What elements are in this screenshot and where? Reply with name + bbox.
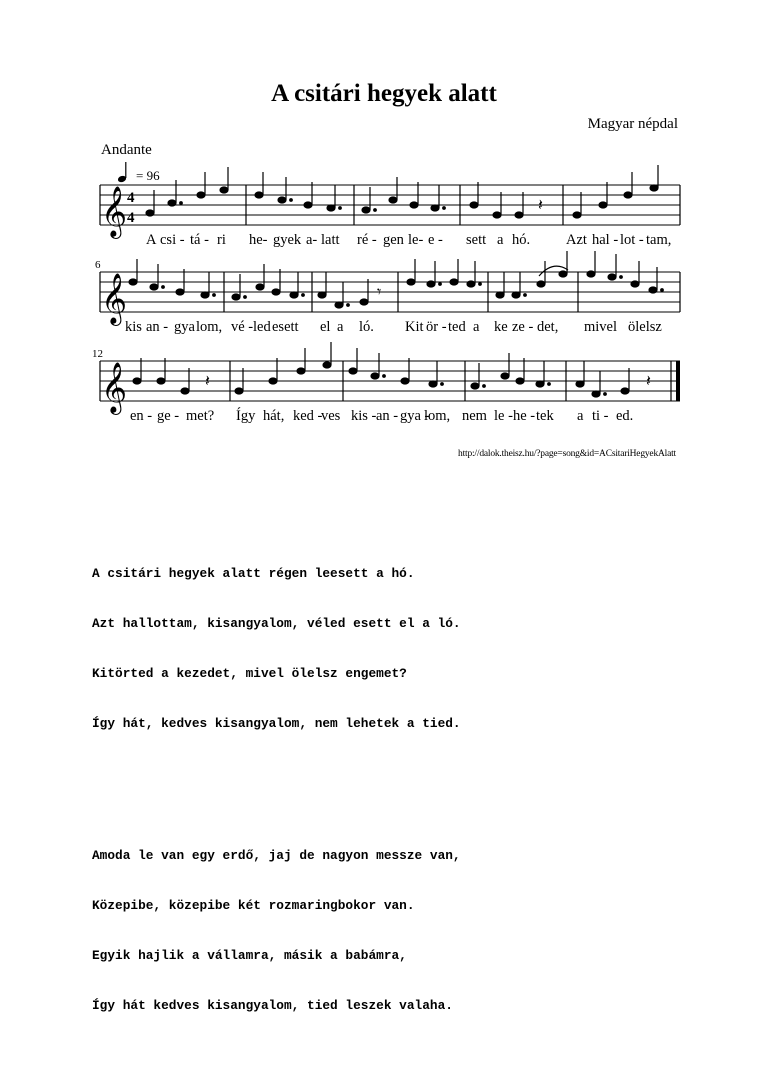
lyric-syllable: lom, — [196, 319, 223, 335]
lyric-syllable: latt — [321, 232, 340, 248]
source-url: http://dalok.theisz.hu/?page=song&id=ACsitariHegyekAlatt — [458, 449, 676, 459]
poem-stanza-1 — [92, 533, 461, 765]
tempo-marking: Andante — [101, 142, 152, 158]
treble-clef-icon: 𝄞 — [101, 362, 128, 413]
lyric-syllable: lot - — [620, 232, 644, 248]
lyric-syllable: ör - — [426, 319, 447, 335]
poem-line: Így hát kedves kisangyalom, tied leszek valaha. — [92, 997, 453, 1013]
lyric-syllable: lom, — [424, 408, 451, 424]
lyric-syllable: le- — [408, 232, 424, 248]
lyric-syllable: ti - — [592, 408, 609, 424]
lyric-syllable: A — [146, 232, 157, 248]
poem-stanza-2 — [92, 815, 461, 1047]
lyric-syllable: ted — [448, 319, 466, 335]
final-barline — [676, 361, 680, 401]
lyric-syllable: ked - — [293, 408, 323, 424]
lyric-syllable: tek — [536, 408, 554, 424]
poem-line: A csitári hegyek alatt régen leesett a hó. — [92, 566, 415, 582]
lyric-syllable: gya — [174, 319, 195, 335]
song-title: A csitári hegyek alatt — [271, 80, 497, 107]
lyric-syllable: e - — [428, 232, 443, 248]
lyric-syllable: sett — [466, 232, 487, 248]
lyric-syllable: ölelsz — [628, 319, 662, 335]
lyric-syllable: ze - — [512, 319, 534, 335]
lyric-syllable: ed. — [616, 408, 634, 424]
lyric-syllable: ke — [494, 319, 508, 335]
poem-line: Egyik hajlik a vállamra, másik a babámra, — [92, 948, 407, 964]
lyric-syllable: a — [577, 408, 584, 424]
lyric-syllable: ge - — [157, 408, 180, 424]
time-signature-top: 4 — [127, 190, 135, 206]
lyric-syllable: kis - — [351, 408, 377, 424]
lyric-syllable: hal - — [592, 232, 619, 248]
tempo-bpm: = 96 — [136, 168, 160, 183]
measure-number: 12 — [92, 348, 103, 360]
lyric-syllable: hó. — [512, 232, 531, 248]
lyric-syllable: ves — [321, 408, 341, 424]
lyric-syllable: gyek — [273, 232, 302, 248]
eighth-rest-icon: 𝄾 — [377, 282, 382, 301]
lyric-syllable: mivel — [584, 319, 618, 335]
poem-line: Azt hallottam, kisangyalom, véled esett el a ló. — [92, 616, 461, 632]
poem-line: Közepibe, közepibe két rozmaringbokor van. — [92, 898, 415, 914]
lyric-syllable: nem — [462, 408, 487, 424]
lyric-syllable: an - — [376, 408, 399, 424]
lyric-syllable: tam, — [646, 232, 672, 248]
lyric-syllable: a — [473, 319, 480, 335]
lyric-syllable: le - — [494, 408, 513, 424]
lyric-syllable: el — [320, 319, 331, 335]
lyric-syllable: en - — [130, 408, 153, 424]
lyric-syllable: ri — [217, 232, 226, 248]
lyric-syllable: led — [253, 319, 271, 335]
lyric-syllable: Azt — [566, 232, 587, 248]
lyric-syllable: ré - — [357, 232, 377, 248]
lyric-syllable: gen — [383, 232, 404, 248]
lyric-syllable: a — [337, 319, 344, 335]
treble-clef-icon: 𝄞 — [101, 186, 128, 237]
lyric-syllable: Így — [236, 408, 256, 424]
lyric-syllable: ló. — [359, 319, 374, 335]
lyric-syllable: an - — [146, 319, 169, 335]
lyric-syllable: a- — [306, 232, 318, 248]
quarter-rest-icon: 𝄽 — [205, 371, 210, 390]
lyric-syllable: csi - — [160, 232, 185, 248]
lyric-syllable: esett — [272, 319, 299, 335]
lyric-syllable: he- — [249, 232, 268, 248]
lyric-syllable: det, — [537, 319, 559, 335]
lyric-syllable: gya - — [400, 408, 430, 424]
lyric-syllable: kis — [125, 319, 142, 335]
poem-line: Kitörted a kezedet, mivel ölelsz engemet? — [92, 665, 407, 681]
treble-clef-icon: 𝄞 — [101, 273, 128, 324]
time-signature-bottom: 4 — [127, 210, 135, 226]
lyric-syllable: tá - — [190, 232, 209, 248]
lyric-syllable: Kit — [405, 319, 424, 335]
lyric-syllable: met? — [186, 408, 215, 424]
lyric-syllable: a — [497, 232, 504, 248]
lyric-syllable: hát, — [263, 408, 285, 424]
composer-credit: Magyar népdal — [587, 116, 678, 132]
lyric-syllable: vé - — [231, 319, 254, 335]
poem-line: Így hát, kedves kisangyalom, nem lehetek a tied. — [92, 715, 461, 731]
measure-number: 6 — [95, 259, 101, 271]
quarter-rest-icon: 𝄽 — [646, 371, 651, 390]
poem-text — [92, 500, 461, 1081]
quarter-rest-icon: 𝄽 — [538, 195, 543, 214]
poem-line: Amoda le van egy erdő, jaj de nagyon messze van, — [92, 848, 461, 864]
lyric-syllable: he - — [513, 408, 536, 424]
